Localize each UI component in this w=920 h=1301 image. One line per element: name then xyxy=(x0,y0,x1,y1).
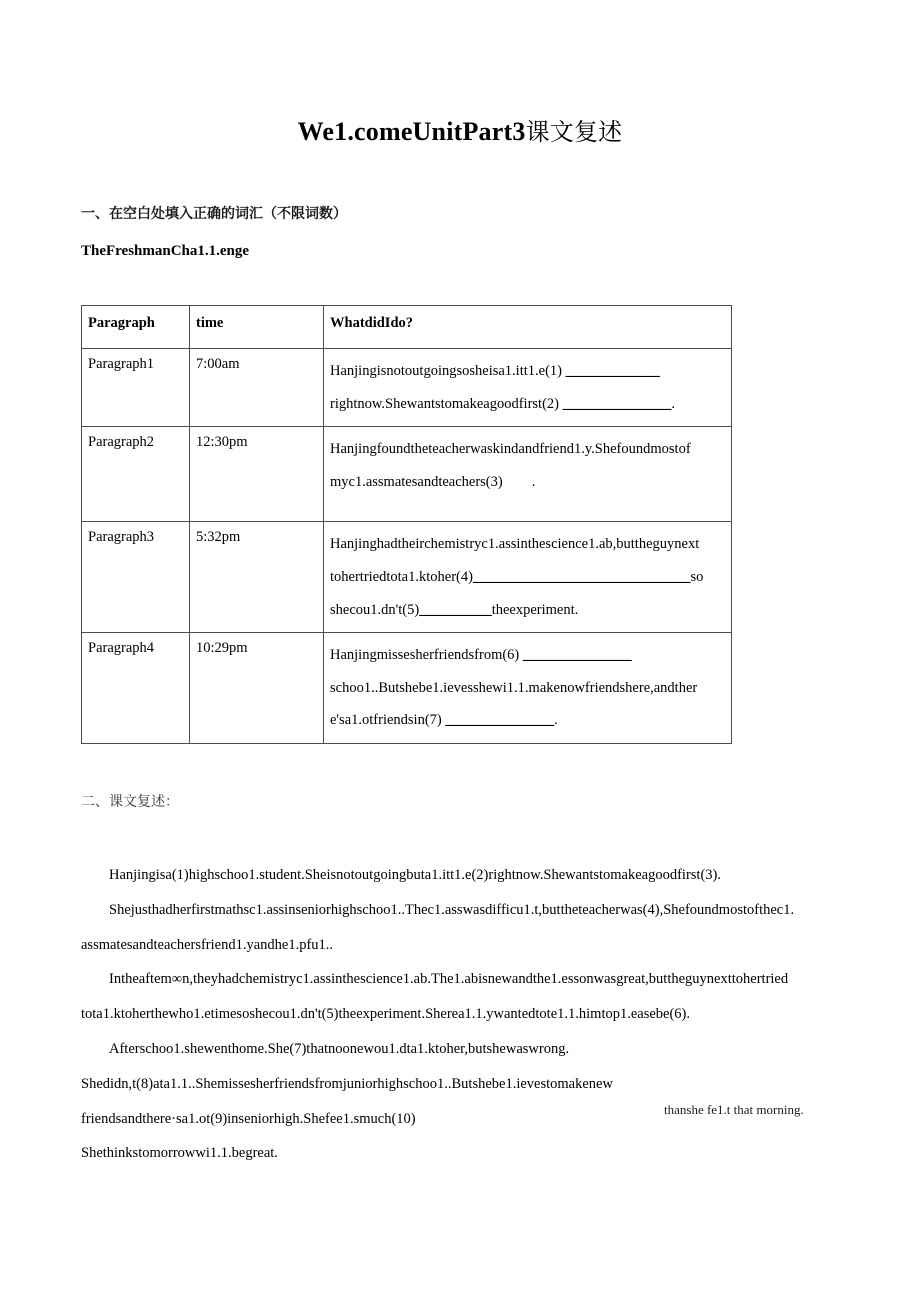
row-text-line xyxy=(330,639,726,672)
row-time-value: 12:30pm xyxy=(190,427,324,522)
fill-blank[interactable] xyxy=(503,474,532,490)
line-text: e'sa1.otfriendsin(7) xyxy=(330,712,442,729)
page-title-cn: 课文复述 xyxy=(525,118,623,146)
row-time-value: 5:32pm xyxy=(190,522,324,633)
row-text-line xyxy=(330,355,726,388)
row-what-content xyxy=(324,522,732,633)
line-text: Hanjingmissesherfriendsfrom(6) xyxy=(330,647,520,664)
table-row xyxy=(82,427,732,522)
retell-paragraph-5-right-tail: thanshe fe1.t that morning. xyxy=(664,1101,804,1117)
line-text: tohertriedtota1.ktoher(4) xyxy=(330,568,473,585)
line-text: Hanjinghadtheirchemistryc1.assinthescience1.ab,buttheguynext xyxy=(330,536,700,553)
row-time-value: 10:29pm xyxy=(190,633,324,744)
retell-table xyxy=(81,305,732,744)
retell-paragraph-3-line-1: Intheaftem∞n,theyhadchemistryc1.assinthescience1.ab.The1.abisnewandthe1.essonwasgreat,buttheguynexttohertried xyxy=(109,971,789,988)
line-text: Hanjingfoundtheteacherwaskindandfriend1.y.Shefoundmostof xyxy=(330,441,691,458)
section-one-subheading: TheFreshmanCha1.1.enge xyxy=(81,243,250,259)
retell-paragraph-6: Shethinkstomorrowwi1.1.begreat. xyxy=(81,1145,278,1162)
row-text-line xyxy=(330,561,726,594)
table-row xyxy=(82,349,732,427)
line-tail: so xyxy=(690,568,704,585)
page-title-en: We1.comeUnitPart3 xyxy=(297,117,526,146)
retell-paragraph-4-line-1: Afterschoo1.shewenthome.She(7)thatnoonewou1.dta1.ktoher,butshewaswrong. xyxy=(109,1040,570,1057)
retell-paragraph-3-line-2: tota1.ktoherthewho1.etimesoshecou1.dn't(5)theexperiment.Sherea1.1.ywantedtote1.1.himtop1.easebe(6). xyxy=(81,1006,691,1023)
line-tail: . xyxy=(554,712,558,729)
row-what-content xyxy=(324,427,732,522)
fill-blank[interactable]: _______________ xyxy=(445,712,555,729)
row-text-line xyxy=(330,704,726,737)
table-row xyxy=(82,633,732,744)
row-text-line xyxy=(330,528,726,561)
line-text: shecou1.dn't(5) xyxy=(330,601,420,618)
row-paragraph-label: Paragraph1 xyxy=(82,349,190,427)
row-text-line xyxy=(330,594,726,627)
table-row xyxy=(82,522,732,633)
retell-paragraph-2-line-1: Shejusthadherfirstmathsc1.assinseniorhighschoo1..Thec1.asswasdifficu1.t,buttheteacherwas(4),Shefoundmostofthec1. xyxy=(109,901,795,918)
row-paragraph-label: Paragraph2 xyxy=(82,427,190,522)
table-header-row xyxy=(82,306,732,349)
fill-blank[interactable]: _____________ xyxy=(565,363,660,379)
line-text: Hanjingisnotoutgoingsosheisa1.itt1.e(1) xyxy=(330,363,562,379)
line-tail: . xyxy=(671,395,675,412)
fill-blank[interactable]: _______________ xyxy=(522,647,632,664)
row-text-line xyxy=(330,388,726,421)
retell-paragraph-2-line-2: assmatesandteachersfriend1.yandhe1.pfu1.. xyxy=(81,936,334,953)
row-text-line xyxy=(330,466,726,499)
row-paragraph-label: Paragraph4 xyxy=(82,633,190,744)
retell-paragraph-1: Hanjingisa(1)highschoo1.student.Sheisnotoutgoingbuta1.itt1.e(2)rightnow.Shewantstomakeagoodfirst(3). xyxy=(109,867,721,883)
table-header-what: WhatdidIdo? xyxy=(324,306,732,349)
fill-blank[interactable]: _______________ xyxy=(562,395,672,412)
row-what-content xyxy=(324,633,732,744)
fill-blank[interactable]: __________ xyxy=(419,601,492,618)
line-text: rightnow.Shewantstomakeagoodfirst(2) xyxy=(330,395,559,412)
page-title xyxy=(0,112,920,147)
retell-paragraph-4-line-2: Shedidn,t(8)ata1.1..Shemissesherfriendsfromjuniorhighschoo1..Butshebe1.ievestomakenew xyxy=(81,1075,613,1092)
table-header-paragraph: Paragraph xyxy=(82,306,190,349)
row-paragraph-label: Paragraph3 xyxy=(82,522,190,633)
row-time-value: 7:00am xyxy=(190,349,324,427)
fill-blank[interactable]: ______________________________ xyxy=(472,568,691,585)
line-tail: . xyxy=(531,473,536,490)
line-text: schoo1..Butshebe1.ievesshewi1.1.makenowfriendshere,andther xyxy=(330,679,698,696)
row-text-line xyxy=(330,433,726,466)
table-header-time: time xyxy=(190,306,324,349)
retell-paragraph-5-line-1: friendsandthere·sa1.ot(9)inseniorhigh.Shefee1.smuch(10) xyxy=(81,1110,416,1127)
line-tail: theexperiment. xyxy=(491,601,579,618)
section-one-heading: 一、在空白处填入正确的词汇（不限词数） xyxy=(81,206,347,222)
line-text: myc1.assmatesandteachers(3) xyxy=(330,473,503,490)
retell-table-wrapper xyxy=(81,305,704,744)
row-what-content xyxy=(324,349,732,427)
row-text-line xyxy=(330,672,726,705)
retell-paragraph-5-wrapper xyxy=(81,1102,871,1137)
section-two-heading: 二、课文复述： xyxy=(81,794,179,810)
retell-text-body xyxy=(81,858,871,1171)
